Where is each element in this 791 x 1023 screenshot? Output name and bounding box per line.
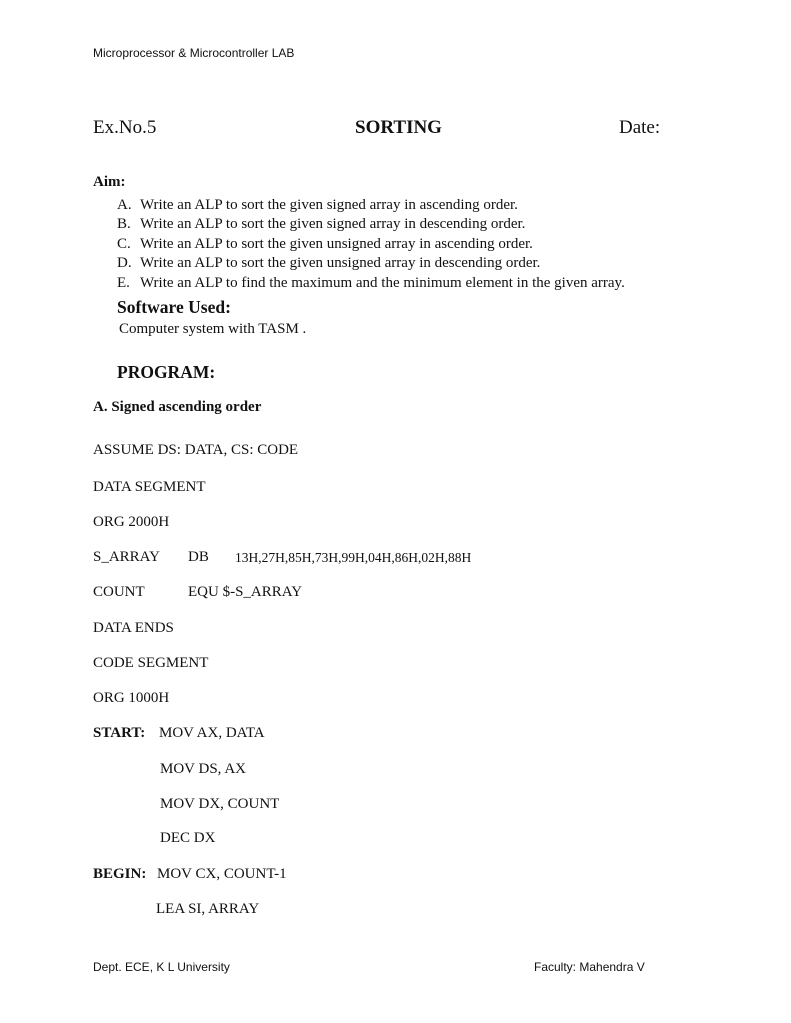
aim-list xyxy=(117,196,625,293)
code-line-count-label: COUNT xyxy=(93,584,145,600)
exercise-number: Ex.No.5 xyxy=(93,117,157,138)
code-label-start: START: xyxy=(93,725,146,741)
aim-item-letter: A. xyxy=(117,197,132,213)
page-title: SORTING xyxy=(355,117,442,138)
aim-item-a xyxy=(117,196,625,215)
code-line-data-segment: DATA SEGMENT xyxy=(93,479,206,495)
code-line-data-ends: DATA ENDS xyxy=(93,620,174,636)
aim-item-letter: B. xyxy=(117,216,131,233)
code-line-s-array-directive: DB xyxy=(188,549,209,565)
aim-item-letter: C. xyxy=(117,235,131,252)
code-label-begin: BEGIN: xyxy=(93,866,147,882)
code-line-mov-ds: MOV DS, AX xyxy=(160,761,246,777)
section-title: A. Signed ascending order xyxy=(93,399,262,415)
code-line-org-2000: ORG 2000H xyxy=(93,514,170,530)
date-label: Date: xyxy=(619,117,661,138)
code-line-assume: ASSUME DS: DATA, CS: CODE xyxy=(93,442,299,458)
code-line-lea-si: LEA SI, ARRAY xyxy=(156,901,260,917)
aim-item-text: Write an ALP to sort the given unsigned array in descending order. xyxy=(140,255,541,272)
aim-item-text: Write an ALP to sort the given signed array in descending order. xyxy=(140,216,526,233)
code-line-start-instr: MOV AX, DATA xyxy=(159,725,265,741)
footer-faculty: Faculty: Mahendra V xyxy=(534,960,645,974)
aim-label: Aim: xyxy=(93,174,126,190)
code-line-s-array-label: S_ARRAY xyxy=(93,549,160,565)
aim-item-d xyxy=(117,254,625,273)
software-used-label: Software Used: xyxy=(117,297,231,317)
aim-item-text: Write an ALP to sort the given unsigned array in ascending order. xyxy=(140,235,533,252)
program-label: PROGRAM: xyxy=(117,362,216,382)
page-header: Microprocessor & Microcontroller LAB xyxy=(93,46,295,60)
aim-item-letter: E. xyxy=(117,274,130,291)
code-line-s-array-values: 13H,27H,85H,73H,99H,04H,86H,02H,88H xyxy=(235,550,472,565)
code-line-mov-dx: MOV DX, COUNT xyxy=(160,796,280,812)
code-line-dec-dx: DEC DX xyxy=(160,830,216,846)
aim-item-letter: D. xyxy=(117,255,132,272)
footer-department: Dept. ECE, K L University xyxy=(93,960,230,974)
aim-item-text: Write an ALP to find the maximum and the minimum element in the given array. xyxy=(140,274,625,291)
code-line-begin-instr: MOV CX, COUNT-1 xyxy=(157,866,287,882)
software-used-text: Computer system with TASM . xyxy=(119,321,307,337)
code-line-code-segment: CODE SEGMENT xyxy=(93,655,209,671)
code-line-count-directive: EQU $-S_ARRAY xyxy=(188,584,303,600)
code-line-org-1000: ORG 1000H xyxy=(93,690,170,706)
aim-item-text: Write an ALP to sort the given signed array in ascending order. xyxy=(140,197,518,213)
aim-item-c xyxy=(117,235,625,254)
aim-item-e xyxy=(117,274,625,293)
aim-item-b xyxy=(117,215,625,234)
